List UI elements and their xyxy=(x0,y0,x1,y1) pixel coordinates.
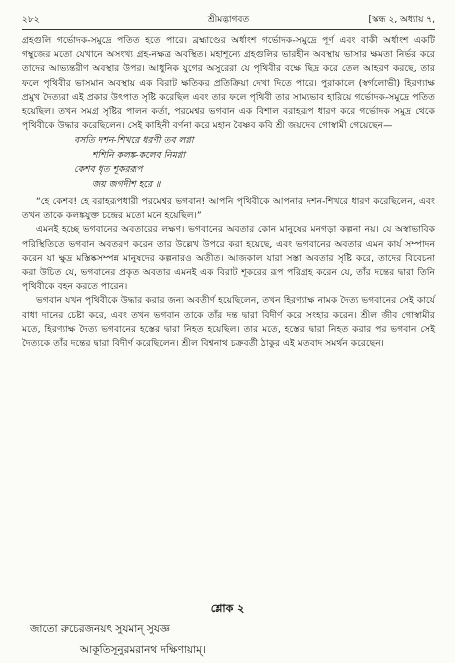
paragraph-1: গ্রহগুলি গর্ভোদক-সমুদ্রে পতিত হতে পারে। ব্রহ্মাণ্ডের অর্ধাংশ গর্ভোদক-সমুদ্রে পূর্ণ এবং বাকী অর্ধাংশ একটি গম্বুজের মতো যেখানে অসংখ্য গ্রহ-নক্ষত্র অবস্থিত। মহাশূন্যে গ্রহগুলির ভারহীন অবস্থায় ভাসার ক্ষমতা নির্ভর করে তাদের আভ্যন্তরীণ অবস্থার উপর। আধুনিক যুগের অসুরেরা যে পৃথিবীর বক্ষে ছিদ্র করে তেল আহরণ করছে, তার ফলে পৃথিবীর ভাসমান অবস্থায় এক বিরাট ক্ষতিকর প্রতিক্রিয়া দেখা দিতে পারে। পুরাকালে (স্বর্গলোভী) হিরণ্যাক্ষ প্রমুখ দৈত্যরা এই প্রকার উৎপাত সৃষ্টি করেছিল এবং তার ফলে পৃথিবী তার সাম্যভাব হারিয়ে গর্ভোদক-সমুদ্রে পতিত হয়েছিল। তখন সমগ্র সৃষ্টির পালন কর্তা, পরমেশ্বর ভগবান এক বিশাল বরাহরূপ ধারণ করে গর্ভোদক সমুদ্র থেকে পৃথিবীকে উদ্ধার করেছিলেন। সেই কাহিনী বর্ণনা করে মহান বৈষ্ণব কবি শ্রী জয়দেব গোস্বামী গেয়েছেন— xyxy=(22,35,435,132)
shloka-heading: শ্লোক ২ xyxy=(210,602,245,615)
page-header xyxy=(22,12,435,26)
paragraph-4: ভগবান যখন পৃথিবীকে উদ্ধার করার জন্য অবতীর্ণ হয়েছিলেন, তখন হিরণ্যাক্ষ নামক দৈত্য ভগবানের সেই কার্যে বাধা দানের চেষ্টা করে, এবং তখন ভগবান তাকে তাঁর দন্ত দ্বারা বিদীর্ণ করে সংহার করেন। শ্রীল জীব গোস্বামীর মতে, হিরণ্যাক্ষ দৈত্য ভগবানের হস্তের দ্বারা নিহত হয়েছিল। তার মতে, হস্তের দ্বারা নিহত করার পর ভগবান সেই দৈত্যকে তাঁর দন্তের দ্বারা বিদীর্ণ করেছিলেন। শ্রীল বিশ্বনাথ চক্রবর্তী ঠাকুর এই মতবাদ সমর্থন করেছেন। xyxy=(22,295,435,350)
quoted-verse xyxy=(22,134,435,192)
verse-line-2: শশিনি কলঙ্ক-কলেব নিমগ্না xyxy=(92,149,186,161)
book-title: শ্রীমদ্ভাগবত xyxy=(207,15,250,25)
verse-line-3: কেশব ধৃত শূকররূপ xyxy=(74,164,143,176)
verse-line-1: বসতি দশন-শিখরে ধরণী তব লগ্না xyxy=(74,135,194,147)
verse-line-4: জয় জগদীশ হরে ॥ xyxy=(92,178,161,190)
chapter-reference: [স্কন্ধ ২, অধ্যায় ৭, xyxy=(368,15,435,25)
shloka-line-2: আকূতিসূনুরমরানথ দক্ষিণায়াম্। xyxy=(80,644,206,656)
header-divider xyxy=(22,29,435,30)
paragraph-2: “হে কেশব! হে বরাহরূপধারী পরমেশ্বর ভগবান! আপনি পৃথিবীকে আপনার দশন-শিখরে ধারণ করেছিলেন, এবং তখন তাকে কলঙ্কযুক্ত চন্দ্রের মতো মনে হয়েছিল।” xyxy=(22,196,435,222)
purport-text xyxy=(22,34,435,351)
paragraph-3: এমনই হচ্ছে ভগবানের অবতারের লক্ষণ। ভগবানের অবতার কোন মানুষের মনগড়া কল্পনা নয়। যে অস্বাভাবিক পরিস্থিতিতে ভগবান অবতরণ করেন তার উল্লেখ উপরে করা হয়েছে, এবং ভগবানের অবতার এমন কার্য সম্পাদন করেন যা ক্ষুদ্র মস্তিষ্কসম্পন্ন মানুষদের কল্পনারও অতীত। আজকাল যারা সস্তা অবতার সৃষ্টি করে, তাদের বিবেচনা করা উচিত যে, ভগবানের প্রকৃত অবতার এমনই এক বিরাট শূকরের রূপ পরিগ্রহ করেন যে, তাঁর দন্তের দ্বারা তিনি পৃথিবীকে বহন করতে পারেন। xyxy=(22,224,435,293)
page-number: ২৮২ xyxy=(22,15,40,25)
shloka-line-1: জাতো রুচেরজনয়ৎ সুযমান্ সুযজ্ঞ xyxy=(30,623,170,635)
